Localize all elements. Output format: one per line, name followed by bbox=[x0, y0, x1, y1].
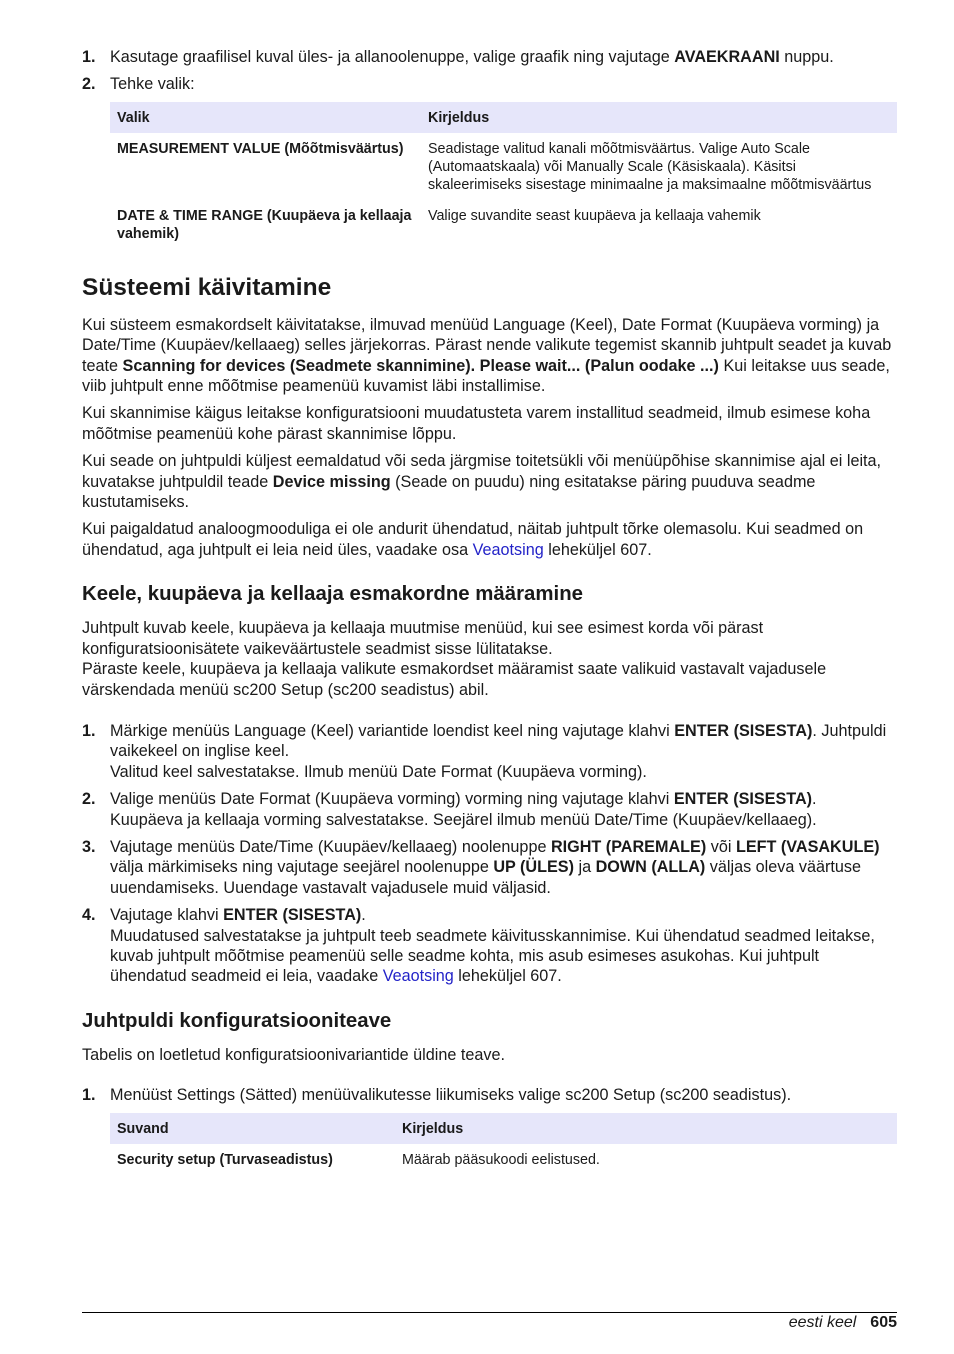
document-page bbox=[82, 0, 897, 1175]
column-header: Suvand bbox=[110, 1113, 395, 1144]
options-table-config bbox=[110, 1113, 897, 1175]
config-steps bbox=[82, 1085, 897, 1105]
list-item: 3. Vajutage menüüs Date/Time (Kuupäev/kellaaeg) noolenuppe RIGHT (PAREMALE) või LEFT (VASAKULE) välja märkimiseks ning vajutage seejärel noolenuppe UP (ÜLES) ja DOWN (ALLA) väljas oleva väärtuse uuendamiseks. Uuendage vastavalt vajadusele muid väljasid. bbox=[82, 837, 880, 897]
paragraph: Kui skannimise käigus leitakse konfiguratsiooni muudatusteta varem installitud seadmeid, ilmub esimese koha mõõtmise peamenüü kohe pärast skannimise lõppu. bbox=[82, 404, 871, 443]
table-cell: Valige suvandite seast kuupäeva ja kellaaja vahemik bbox=[428, 207, 761, 224]
top-steps bbox=[82, 47, 897, 95]
table-header-row bbox=[110, 1113, 897, 1144]
paragraph: Juhtpult kuvab keele, kuupäeva ja kellaaja muutmise menüüd, kui see esimest korda või pärast konfiguratsioonisätete vaikeväärtustele seadmist sisse lülitatakse. Päraste keele, kuupäeva ja kellaaja valikute esmakordset määramist saate valikuid vastavalt vajadusele värskendada menüü sc200 Setup (sc200 seadistus) abil. bbox=[82, 619, 827, 699]
table-cell: DATE & TIME RANGE (Kuupäeva ja kellaaja vahemik) bbox=[117, 207, 412, 242]
column-header: Kirjeldus bbox=[421, 102, 897, 133]
list-item: 4. Vajutage klahvi ENTER (SISESTA). Muudatused salvestatakse ja juhtpult teeb seadmete käivitusskannimise. Kui ühendatud seadmed leitakse, kuvab juhtpult mõõtmise peamenüü selle seadme kohta, mis asub esimeses asukohas. Kui juhtpult ühendatud seadmeid ei leia, vaadake Veaotsing leheküljel 607. bbox=[82, 906, 875, 986]
section-title-system-startup: Süsteemi käivitamine bbox=[82, 273, 332, 301]
list-item: 1. Märkige menüüs Language (Keel) variantide loendist keel ning vajutage klahvi ENTER (SISESTA). Juhtpuldi vaikekeel on inglise keel. Valitud keel salvestatakse. Ilmub menüü Date Format (Kuupäeva vorming). bbox=[82, 721, 887, 781]
paragraph: Kui süsteem esmakordselt käivitatakse, ilmuvad menüüd Language (Keel), Date Format (Kuupäeva vorming) ja Date/Time (Kuupäev/kellaaeg) selles järjekorras. Pärast nende valikute tegemist skannib juhtpult seadet ja kuvab teate Scanning for devices (Seadmete skannimine). Please wait... (Palun oodake ...) Kui leitakse uus seade, viib juhtpult enne mõõtmise peamenüü kuvamist läbi installimise. bbox=[82, 315, 892, 396]
table-row bbox=[110, 1144, 897, 1175]
paragraph: Kui paigaldatud analoogmooduliga ei ole andurit ühendatud, näitab juhtpult tõrke olemasolu. Kui seadmed on ühendatud, aga juhtpult ei leia neid üles, vaadake osa Veaotsing leheküljel 607. bbox=[82, 520, 864, 559]
table-cell: Määrab pääsukoodi eelistused. bbox=[402, 1151, 600, 1168]
list-item: 2. Valige menüüs Date Format (Kuupäeva vorming) vorming ning vajutage klahvi ENTER (SISESTA). Kuupäeva ja kellaaja vorming salvestatakse. Seejärel ilmub menüü Date/Time (Kuupäev/kellaaeg). bbox=[82, 790, 817, 829]
section-title-controller-config: Juhtpuldi konfiguratsiooniteave bbox=[82, 1009, 392, 1032]
page-number: 605 bbox=[870, 1314, 897, 1331]
troubleshooting-link[interactable]: Veaotsing bbox=[472, 540, 544, 559]
list-item: 1. Kasutage graafilisel kuval üles- ja allanoolenuppe, valige graafik ning vajutage AVAEKRAANI nuppu. bbox=[82, 48, 834, 66]
paragraph: Kui seade on juhtpuldi küljest eemaldatud või seda järgmise toitetsükli või menüüpõhise skannimise ajal ei leita, kuvatakse juhtpuldil teade Device missing (Seade on puudu) ning esitatakse päring puuduva seadme kustutamiseks. bbox=[82, 452, 882, 512]
page-footer bbox=[789, 1313, 897, 1333]
section-title-language-date-time: Keele, kuupäeva ja kellaaja esmakordne määramine bbox=[82, 583, 583, 606]
table-header-row bbox=[110, 102, 897, 133]
table-row bbox=[110, 133, 897, 200]
footer-language: eesti keel bbox=[788, 1314, 857, 1331]
options-table-graph bbox=[110, 102, 897, 249]
table-cell: Seadistage valitud kanali mõõtmisväärtus. Valige Auto Scale (Automaatskaala) või Manually Scale (Käsiskaala). Käsitsi skaleerimiseks sisestage minimaalne ja maksimaalne mõõtmisväärtus bbox=[428, 140, 872, 193]
table-cell: Security setup (Turvaseadistus) bbox=[117, 1151, 333, 1168]
setup-steps bbox=[82, 721, 897, 987]
list-item: 2. Tehke valik: bbox=[82, 75, 195, 94]
troubleshooting-link[interactable]: Veaotsing bbox=[382, 967, 454, 986]
column-header: Kirjeldus bbox=[395, 1113, 897, 1144]
footer-divider bbox=[82, 1312, 897, 1313]
paragraph: Tabelis on loetletud konfiguratsioonivariantide üldine teave. bbox=[82, 1045, 505, 1064]
table-row bbox=[110, 200, 897, 249]
table-cell: MEASUREMENT VALUE (Mõõtmisväärtus) bbox=[117, 140, 404, 157]
column-header: Valik bbox=[110, 102, 421, 133]
list-item: 1. Menüüst Settings (Sätted) menüüvalikutesse liikumiseks valige sc200 Setup (sc200 seadistus). bbox=[82, 1086, 792, 1105]
